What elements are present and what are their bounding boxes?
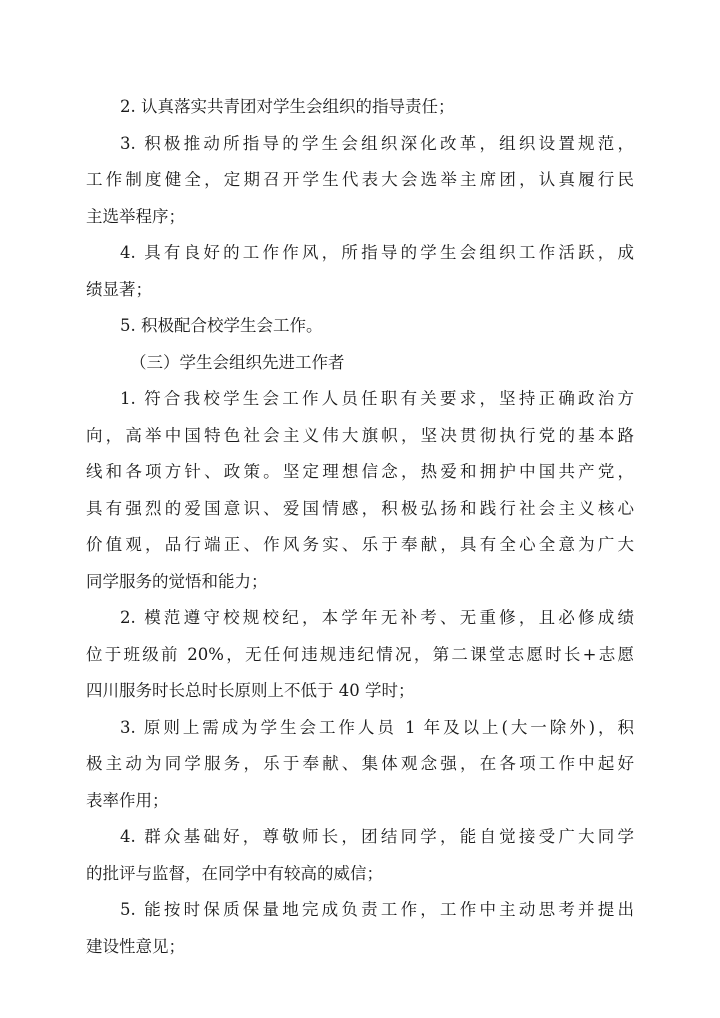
paragraph-line: 2. 模范遵守校规校纪，本学年无补考、无重修，且必修成绩	[120, 608, 634, 627]
paragraph-line: 价值观，品行端正、作风务实、乐于奉献，具有全心全意为广大	[86, 535, 634, 554]
paragraph-line: 5. 积极配合校学生会工作。	[120, 316, 323, 335]
paragraph-line: 3. 积极推动所指导的学生会组织深化改革，组织设置规范，	[120, 133, 634, 153]
paragraph-line: 线和各项方针、政策。坚定理想信念，热爱和拥护中国共产党，	[86, 462, 634, 481]
paragraph-line: 同学服务的觉悟和能力；	[86, 571, 268, 591]
paragraph-line: 位于班级前 20%，无任何违规违纪情况，第二课堂志愿时长+志愿	[86, 644, 634, 664]
paragraph-line: 主选举程序；	[86, 206, 185, 226]
paragraph-line: 向，高举中国特色社会主义伟大旗帜，坚决贯彻执行党的基本路	[86, 425, 634, 445]
paragraph-line: 1. 符合我校学生会工作人员任职有关要求，坚持正确政治方	[120, 389, 634, 408]
paragraph-line: 工作制度健全，定期召开学生代表大会选举主席团，认真履行民	[86, 170, 634, 189]
paragraph-line: 2. 认真落实共青团对学生会组织的指导责任；	[120, 97, 455, 116]
paragraph-line: 绩显著；	[86, 279, 152, 299]
paragraph-line: 表率作用；	[86, 790, 169, 810]
paragraph-line: 4. 群众基础好，尊敬师长，团结同学，能自觉接受广大同学	[120, 827, 634, 846]
paragraph-line: 四川服务时长总时长原则上不低于 40 学时；	[86, 681, 415, 700]
paragraph-line: 极主动为同学服务，乐于奉献、集体观念强，在各项工作中起好	[86, 754, 634, 773]
paragraph-line: 建设性意见；	[86, 936, 185, 956]
section-heading: （三）学生会组织先进工作者	[130, 352, 345, 372]
paragraph-line: 5. 能按时保质保量地完成负责工作，工作中主动思考并提出	[120, 900, 634, 919]
paragraph-line: 4. 具有良好的工作作风，所指导的学生会组织工作活跃，成	[120, 243, 634, 262]
paragraph-line: 的批评与监督，在同学中有较高的威信；	[86, 863, 383, 883]
paragraph-line: 具有强烈的爱国意识、爱国情感，积极弘扬和践行社会主义核心	[86, 498, 634, 518]
paragraph-line: 3. 原则上需成为学生会工作人员 1 年及以上(大一除外)，积	[120, 717, 634, 737]
